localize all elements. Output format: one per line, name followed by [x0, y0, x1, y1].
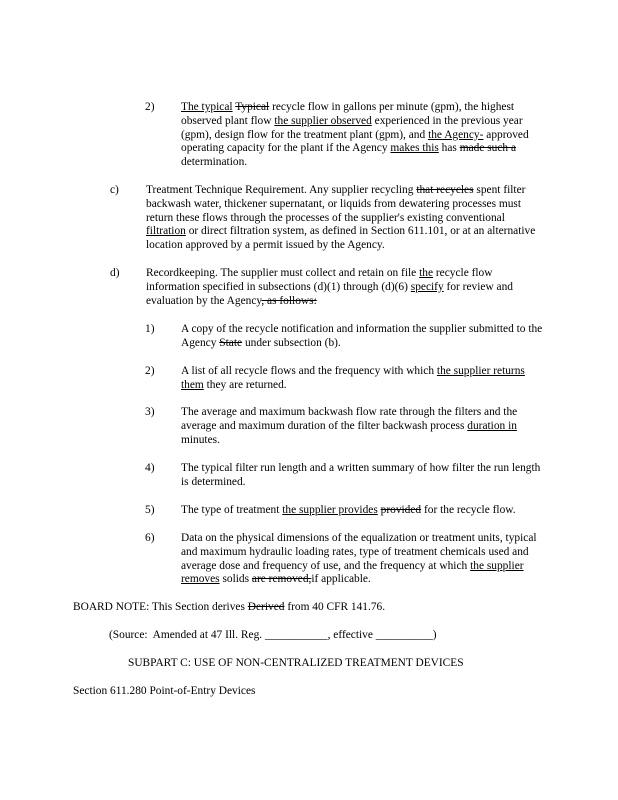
sub-2-number: 2): [145, 365, 155, 377]
board-note: BOARD NOTE: This Section derives Derived from 40 CFR 141.76.: [73, 601, 386, 613]
item-d-text: Recordkeeping. The supplier must collect and retain on file the recycle flow information specified in subsections (d)(1) through (d)(6) specify for review and evaluation by the Agency, as follows:: [146, 267, 513, 307]
item-d-number: d): [110, 267, 120, 279]
item-c-number: c): [110, 184, 119, 196]
item-2-number: 2): [145, 101, 155, 113]
section-heading: Section 611.280 Point-of-Entry Devices: [73, 685, 256, 697]
subpart-heading: SUBPART C: USE OF NON-CENTRALIZED TREATMENT DEVICES: [128, 657, 464, 669]
sub-1-text: A copy of the recycle notification and information the supplier submitted to the Agency State under subsection (b).: [181, 323, 543, 349]
sub-4-text: The typical filter run length and a written summary of how filter the run length is determined.: [181, 462, 541, 488]
sub-1-number: 1): [145, 323, 155, 335]
sub-5-number: 5): [145, 504, 155, 516]
item-c-text: Treatment Technique Requirement. Any supplier recycling that recycles spent filter backwash water, thickener supernatant, or liquids from dewatering processes must return these flows through the processes of the supplier's existing conventional filtration or direct filtration system, as defined in Section 611.101, or at an alternative location approved by a permit issued by the Agency.: [146, 184, 536, 252]
sub-3-text: The average and maximum backwash flow rate through the filters and the average and maximum duration of the filter backwash process duration in minutes.: [181, 406, 518, 446]
source-note: (Source: Amended at 47 Ill. Reg. ___________, effective __________): [109, 629, 437, 641]
sub-2-text: A list of all recycle flows and the frequency with which the supplier returns them they are returned.: [181, 365, 525, 391]
item-2-text: The typical Typical recycle flow in gallons per minute (gpm), the highest observed plant flow the supplier observed experienced in the previous year (gpm), design flow for the treatment plant (gpm), and the Agency- approved operating capacity for the plant if the Agency makes this has made such a determination.: [181, 101, 529, 169]
sub-4-number: 4): [145, 462, 155, 474]
sub-6-text: Data on the physical dimensions of the equalization or treatment units, typical and maximum hydraulic loading rates, type of treatment chemicals used and average dose and frequency of use, and the frequency at which the supplier removes solids are removed,if applicable.: [181, 532, 537, 586]
sub-3-number: 3): [145, 406, 155, 418]
sub-6-number: 6): [145, 532, 155, 544]
sub-5-text: The type of treatment the supplier provides provided for the recycle flow.: [181, 504, 516, 516]
